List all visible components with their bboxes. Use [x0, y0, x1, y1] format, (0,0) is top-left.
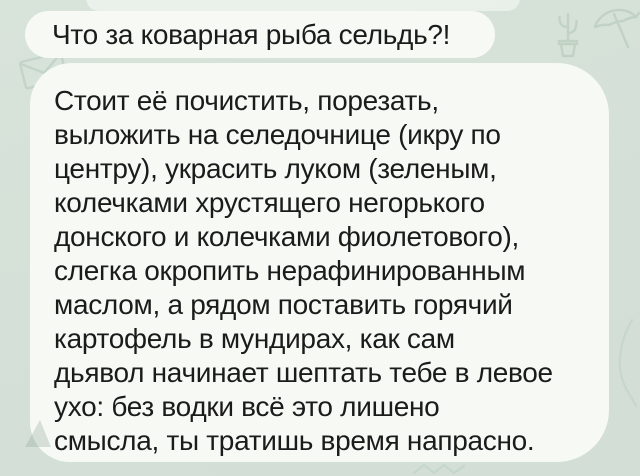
message-line: слегка окропить нерафинированным — [54, 255, 526, 286]
message-line: дьявол начинает шептать тебе в левое — [54, 357, 553, 388]
umbrella-doodle-icon — [592, 6, 640, 50]
message-line: картофель в мундирах, как сам — [54, 323, 455, 354]
message-line: смысла, ты тратишь время напрасно. — [54, 425, 535, 456]
message-line: колечками хрустящего негорького — [54, 187, 485, 218]
previous-message-bubble-edge — [86, 0, 520, 11]
message-bubble[interactable] — [25, 11, 495, 58]
bubble-tail-smudge-icon — [25, 420, 51, 448]
message-line: донского и колечками фиолетового), — [54, 221, 519, 252]
message-line: ухо: без водки всё это лишено — [54, 391, 440, 422]
message-text: Что за коварная рыба сельдь?! — [52, 18, 451, 50]
message-line: центру), украсить луком (зеленым, — [54, 153, 497, 184]
message-line: Стоит её почистить, порезать, — [54, 85, 439, 116]
squiggle-doodle-icon — [412, 462, 470, 476]
message-line: выложить на селедочнице (икру по — [54, 119, 501, 150]
cactus-doodle-icon — [549, 4, 587, 58]
plant-sketch-doodle-icon — [604, 318, 638, 408]
message-line: маслом, а рядом поставить горячий — [54, 289, 513, 320]
message-bubble[interactable] — [30, 63, 609, 462]
message-text — [30, 63, 609, 458]
